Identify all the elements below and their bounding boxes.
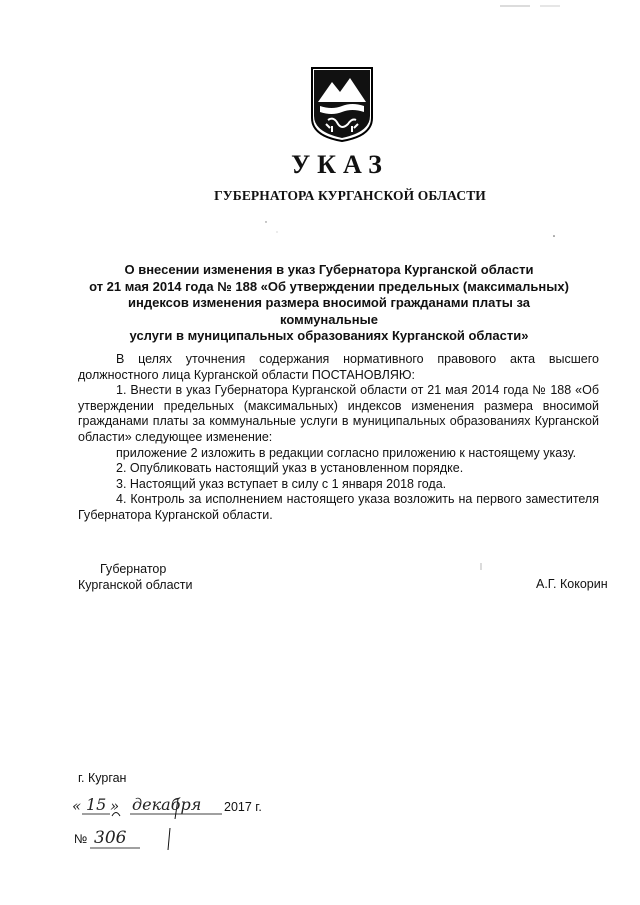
issue-city: г. Курган bbox=[78, 771, 127, 785]
number-handwritten: 306 bbox=[94, 828, 127, 848]
heading-line: от 21 мая 2014 года № 188 «Об утверждении предельных (максимальных) bbox=[89, 278, 569, 294]
date-close-quote: » bbox=[110, 797, 120, 815]
document-title: УКАЗ bbox=[291, 150, 389, 179]
heading-line: О внесении изменения в указ Губернатора Курганской области bbox=[124, 262, 534, 277]
signatory-name: А.Г. Кокорин bbox=[536, 577, 608, 591]
signatory-position bbox=[78, 561, 193, 593]
number-underline bbox=[72, 826, 212, 852]
position-line-1: Губернатор bbox=[100, 562, 167, 576]
item-4-paragraph: 4. Контроль за исполнением настоящего указа возложить на первого заместителя Губернатора Курганской области. bbox=[78, 492, 599, 522]
item-3-paragraph: 3. Настоящий указ вступает в силу с 1 января 2018 года. bbox=[116, 476, 447, 491]
issue-date bbox=[72, 795, 282, 819]
date-day-handwritten: 15 bbox=[86, 795, 107, 814]
item-1-detail: приложение 2 изложить в редакции согласно приложению к настоящему указу. bbox=[116, 445, 577, 460]
coat-of-arms-icon bbox=[310, 66, 374, 142]
document-subtitle: ГУБЕРНАТОРА КУРГАНСКОЙ ОБЛАСТИ bbox=[214, 188, 486, 203]
date-month-handwritten: декабря bbox=[132, 795, 202, 814]
date-open-quote: « bbox=[72, 797, 82, 815]
position-line-2: Курганской области bbox=[78, 578, 193, 592]
preamble-paragraph: В целях уточнения содержания нормативного правового акта высшего должностного лица Курганской области ПОСТАНОВЛЯЮ: bbox=[78, 352, 599, 382]
decree-number bbox=[72, 826, 212, 852]
item-1-paragraph: 1. Внести в указ Губернатора Курганской области от 21 мая 2014 года № 188 «Об утверждении предельных (максимальных) индексов изменения размера вносимой гражданами платы за коммунальные услуги в муниципальных образованиях Курганской области» следующее изменение: bbox=[78, 383, 599, 444]
heading-line: индексов изменения размера вносимой гражданами платы за коммунальные bbox=[128, 295, 530, 327]
decree-heading bbox=[78, 262, 580, 345]
number-label: № bbox=[74, 832, 88, 846]
heading-line: услуги в муниципальных образованиях Курганской области» bbox=[129, 328, 529, 343]
decree-body bbox=[78, 352, 599, 524]
date-year: 2017 г. bbox=[224, 800, 262, 814]
item-2-paragraph: 2. Опубликовать настоящий указ в установленном порядке. bbox=[116, 461, 464, 476]
